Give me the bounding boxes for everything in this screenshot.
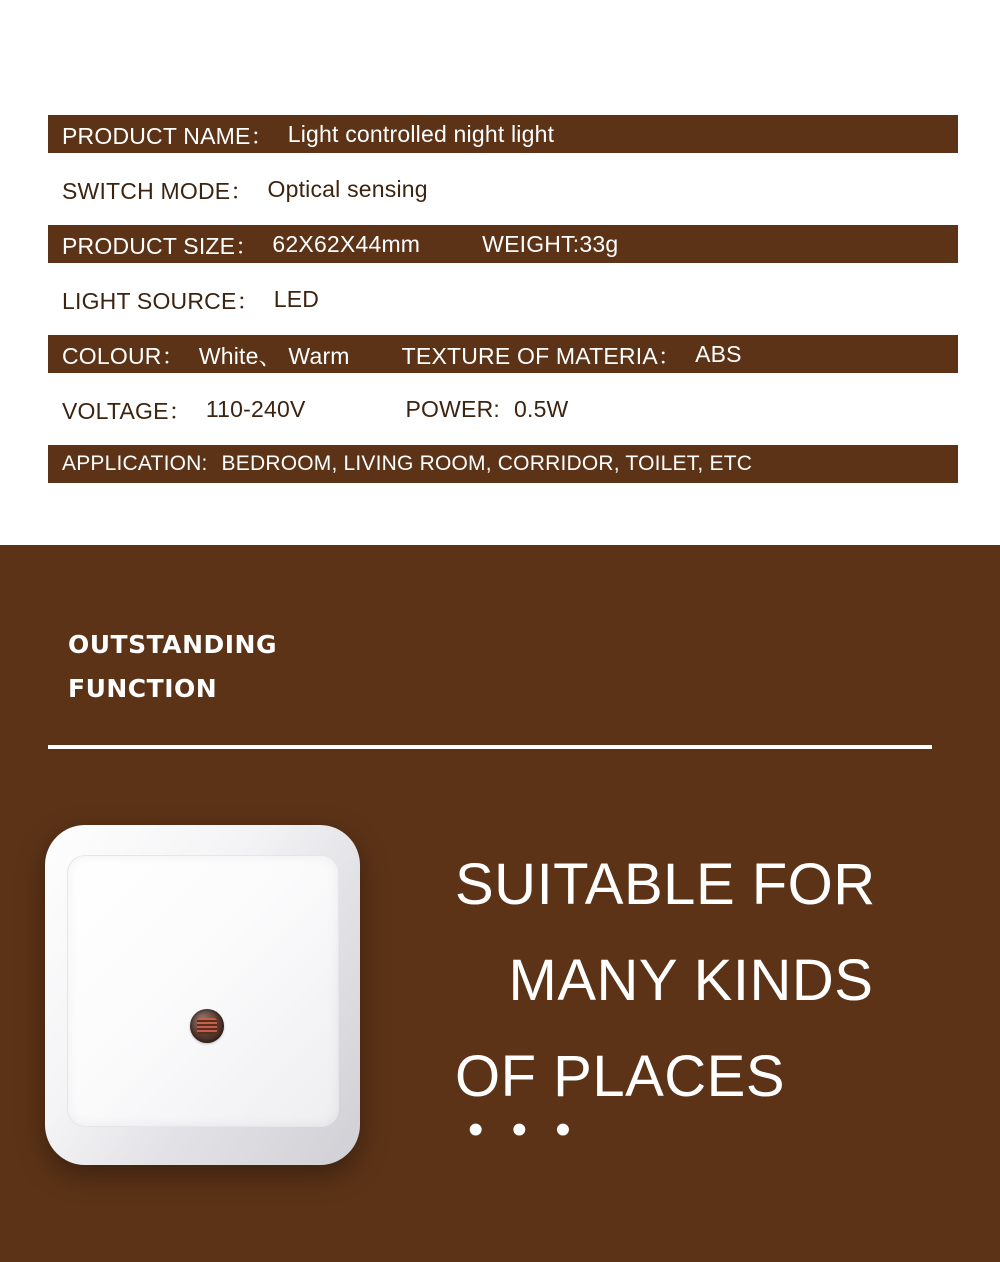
feature-kicker-line2: FUNCTION — [68, 674, 218, 703]
spec-row-colour — [48, 335, 958, 373]
spec-label-power: POWER: — [405, 395, 500, 422]
spec-label-voltage: VOLTAGE： — [62, 397, 192, 424]
spec-value-product-name: Light controlled night light — [287, 120, 555, 147]
feature-headline — [455, 837, 955, 1125]
spec-value-power: 0.5W — [513, 395, 569, 422]
spec-label-weight: WEIGHT: — [482, 230, 580, 257]
spec-value-switch-mode: Optical sensing — [267, 175, 428, 202]
specifications-section — [0, 0, 1000, 545]
spec-row-product-size — [48, 225, 958, 263]
decorative-dots: • • • — [468, 1105, 579, 1154]
spec-row-application — [48, 445, 958, 483]
feature-headline-line1: SUITABLE FOR — [455, 852, 876, 917]
spec-row-voltage — [48, 390, 958, 428]
spec-row-switch-mode — [48, 170, 958, 208]
spec-row-product-name — [48, 115, 958, 153]
feature-kicker — [68, 623, 277, 711]
feature-kicker-line1: OUTSTANDING — [68, 630, 277, 659]
spec-label-texture: TEXTURE OF MATERIA： — [401, 342, 682, 369]
product-image — [45, 825, 365, 1170]
spec-value-texture: ABS — [695, 340, 742, 367]
spec-label-product-size: PRODUCT SIZE： — [62, 232, 259, 259]
spec-value-application: BEDROOM, LIVING ROOM, CORRIDOR, TOILET, ETC — [221, 452, 753, 475]
nightlight-front-panel — [67, 855, 339, 1127]
spec-label-switch-mode: SWITCH MODE： — [62, 177, 254, 204]
spec-value-light-source: LED — [273, 285, 320, 312]
spec-label-colour: COLOUR： — [62, 342, 185, 369]
spec-label-application: APPLICATION: — [62, 452, 208, 475]
feature-section — [0, 545, 1000, 1262]
section-divider — [48, 745, 932, 749]
specifications-table — [48, 115, 958, 500]
light-sensor-icon — [190, 1009, 224, 1043]
spec-value-product-size: 62X62X44mm — [272, 230, 421, 257]
feature-headline-line3: OF PLACES — [455, 1044, 786, 1109]
spec-value-weight: 33g — [579, 230, 619, 257]
feature-headline-line2: MANY KINDS — [508, 948, 874, 1013]
spec-label-light-source: LIGHT SOURCE： — [62, 287, 260, 314]
spec-value-colour: White、 Warm — [198, 342, 350, 369]
nightlight-body — [45, 825, 360, 1165]
spec-value-voltage: 110-240V — [205, 395, 306, 422]
spec-row-light-source — [48, 280, 958, 318]
spec-label-product-name: PRODUCT NAME： — [62, 122, 274, 149]
